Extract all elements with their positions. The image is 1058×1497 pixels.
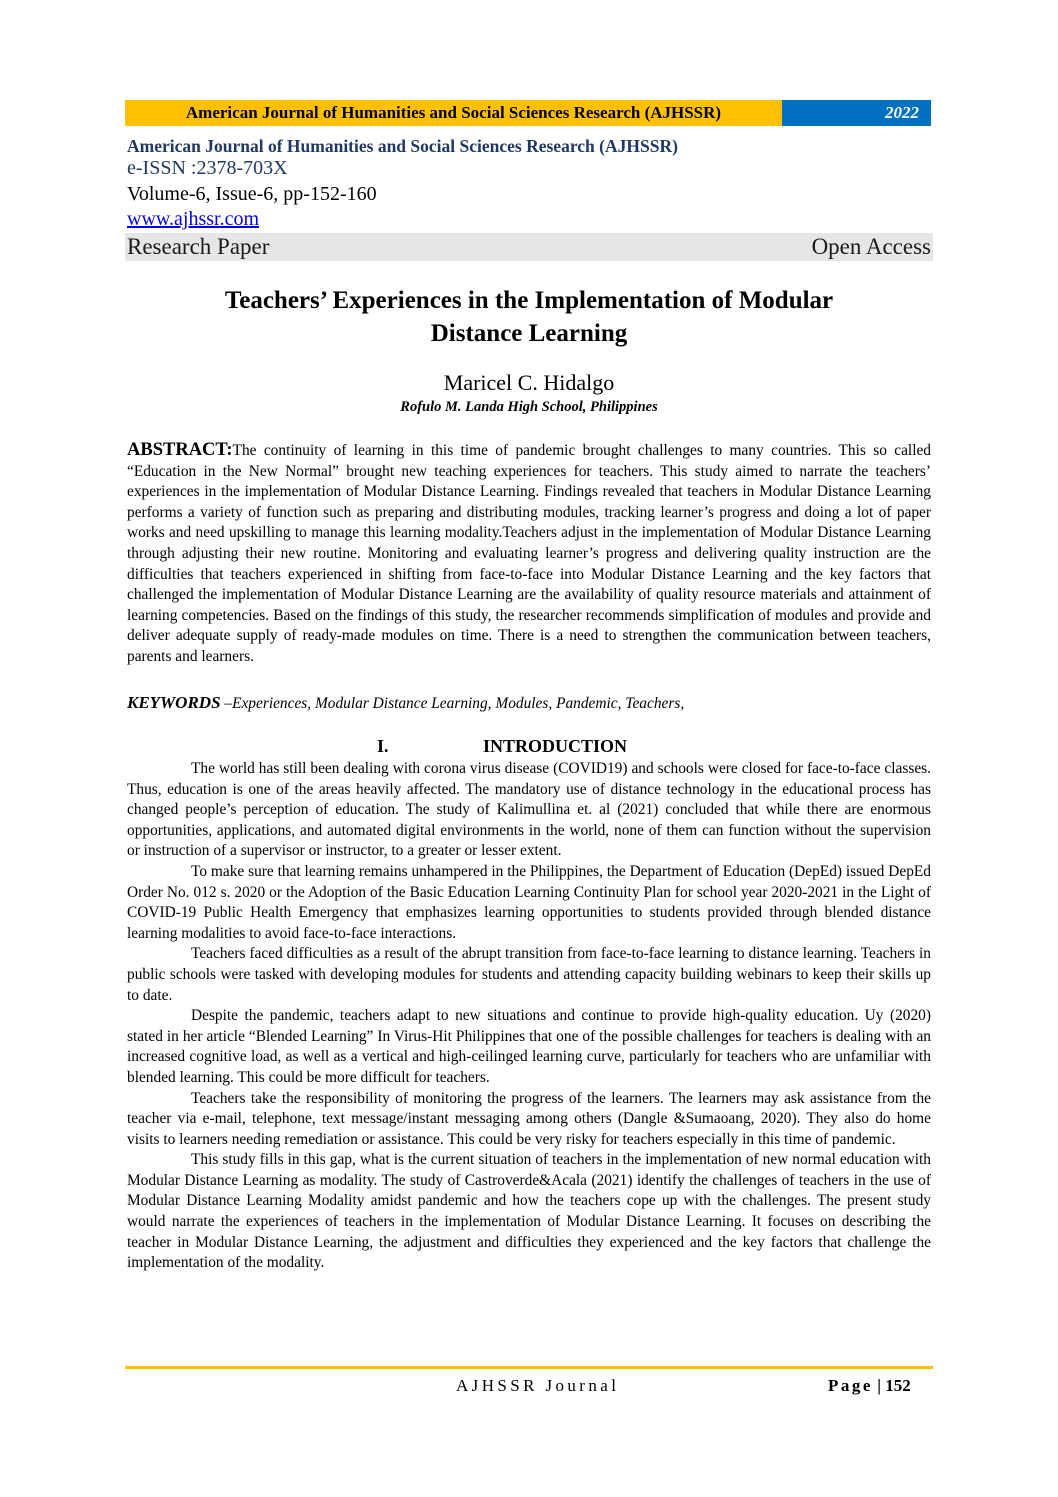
access-type: Open Access bbox=[811, 234, 931, 259]
abstract bbox=[127, 440, 931, 668]
keywords bbox=[127, 693, 931, 713]
introduction-body bbox=[127, 759, 931, 1274]
paragraph: Teachers take the responsibility of monitoring the progress of the learners. The learners may ask assistance from the teacher via e-mail, telephone, text message/instant messaging among others (Dangle &Sumaoang, 2020). They also do home visits to learners needing remediation or assistance. This could be very risky for teachers especially in this time of pandemic. bbox=[127, 1089, 931, 1148]
paper-title bbox=[125, 284, 933, 350]
paragraph: The world has still been dealing with corona virus disease (COVID19) and schools were closed for face-to-face classes. Thus, education is one of the areas heavily affected. The mandatory use of distance technology in the educational process has changed people’s perception of education. The study of Kalimullina et. al (2021) concluded that while there are enormous opportunities, applications, and automated digital environments in the world, none of them can function without the supervision or instruction of a supervisor or instructor, to a greater or lesser extent. bbox=[127, 760, 931, 860]
keywords-label: KEYWORDS bbox=[127, 693, 221, 712]
footer-rule bbox=[125, 1366, 933, 1369]
footer-separator: | bbox=[872, 1376, 886, 1395]
paragraph: This study fills in this gap, what is the current situation of teachers in the implementation of new normal education with Modular Distance Learning as modality. The study of Castroverde&Acala (2021) identify the challenges of teachers in the use of Modular Distance Learning Modality amidst pandemic and how the teachers cope up with the challenges. The present study would narrate the experiences of teachers in the implementation of Modular Distance Learning. It focuses on describing the teacher in Modular Distance Learning, the adjustment and difficulties they experienced and the key factors that challenge the implementation of the modality. bbox=[127, 1151, 931, 1272]
author-affiliation: Rofulo M. Landa High School, Philippines bbox=[400, 399, 658, 415]
header-year: 2022 bbox=[782, 100, 931, 126]
footer-page bbox=[828, 1376, 911, 1396]
paragraph: To make sure that learning remains unhampered in the Philippines, the Department of Education (DepEd) issued DepEd Order No. 012 s. 2020 or the Adoption of the Basic Education Learning Continuity Plan for school year 2020-2021 in the Light of COVID-19 Public Health Emergency that emphasizes learning opportunities to students provided through blended distance learning modalities to avoid face-to-face interactions. bbox=[127, 862, 931, 942]
masthead-volume: Volume-6, Issue-6, pp-152-160 bbox=[127, 183, 377, 205]
abstract-text: The continuity of learning in this time of pandemic brought challenges to many countries. This so called “Education in the New Normal” brought new teaching experiences for teachers. This study aimed to narrate the teachers’ experiences in the implementation of Modular Distance Learning. Findings revealed that teachers in Modular Distance Learning performs a variety of function such as preparing and distributing modules, tracking learner’s progress and doing a lot of paper works and need upskilling to manage this learning modality.Teachers adjust in the implementation of Modular Distance Learning through adjusting their new routine. Monitoring and evaluating learner’s progress and delivering quality instruction are the difficulties that teachers experienced in shifting from face-to-face into Modular Distance Learning and the key factors that challenged the implementation of Modular Distance Learning are the availability of quality resource materials and attainment of learning competencies. Based on the findings of this study, the researcher recommends simplification of modules and provide and deliver adequate supply of ready-made modules on time. There is a need to strengthen the communication between teachers, parents and learners. bbox=[127, 442, 931, 665]
paragraph: Despite the pandemic, teachers adapt to new situations and continue to provide high-quality education. Uy (2020) stated in her article “Blended Learning” In Virus-Hit Philippines that one of the possible challenges for teachers is dealing with an increased cognitive load, as well as a vertical and high-ceilinged learning curve, particularly for teachers who are unfamiliar with blended learning. This could be more difficult for teachers. bbox=[127, 1007, 931, 1086]
paper-type-bar bbox=[125, 233, 933, 261]
header-journal: American Journal of Humanities and Social Sciences Research (AJHSSR) bbox=[125, 100, 782, 126]
masthead-issn: e-ISSN :2378-703X bbox=[127, 157, 288, 179]
section-number: I. bbox=[377, 736, 389, 756]
paper-type: Research Paper bbox=[127, 234, 270, 259]
footer-page-number: 152 bbox=[885, 1376, 911, 1395]
footer-page-label: Page bbox=[828, 1376, 873, 1395]
section-title: INTRODUCTION bbox=[483, 736, 628, 756]
masthead-journal-name: American Journal of Humanities and Social Sciences Research (AJHSSR) bbox=[127, 136, 678, 156]
footer-journal: AJHSSR Journal bbox=[456, 1376, 620, 1395]
running-header bbox=[125, 100, 931, 126]
title-line-1: Teachers’ Experiences in the Implementation of Modular bbox=[224, 287, 834, 314]
section-heading bbox=[127, 736, 931, 758]
paragraph: Teachers faced difficulties as a result of the abrupt transition from face-to-face learning to distance learning. Teachers in public schools were tasked with developing modules for students and attending capacity building webinars to keep their skills up to date. bbox=[127, 945, 931, 1004]
abstract-label: ABSTRACT: bbox=[127, 440, 233, 460]
masthead-website-link[interactable]: www.ajhssr.com bbox=[127, 208, 260, 230]
author-name: Maricel C. Hidalgo bbox=[443, 370, 615, 395]
keywords-text: –Experiences, Modular Distance Learning, Modules, Pandemic, Teachers, bbox=[220, 695, 685, 712]
title-line-2: Distance Learning bbox=[430, 320, 628, 347]
